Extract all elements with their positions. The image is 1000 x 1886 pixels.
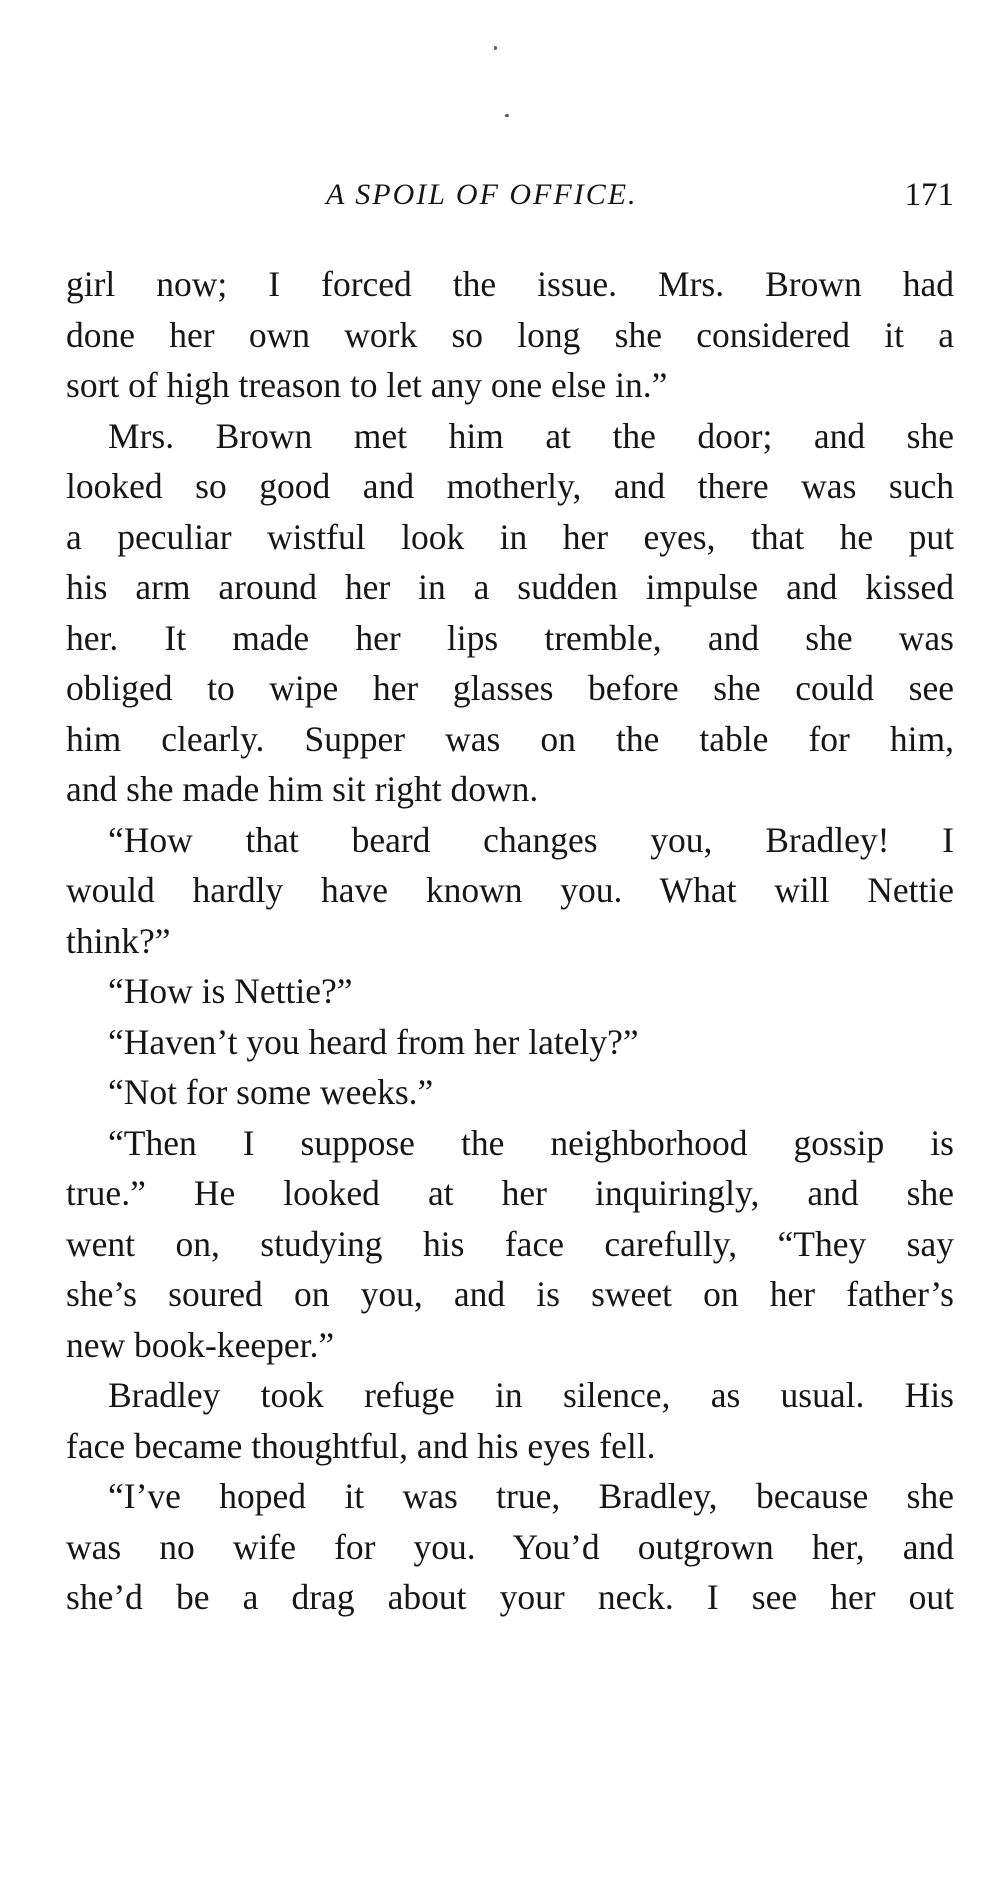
text-line: looked so good and motherly, and there was such [66,466,954,506]
text-line: went on, studying his face carefully, “They say [66,1223,954,1264]
text-line: was no wife for you. You’d outgrown her, and [66,1526,954,1567]
text-line: sort of high treason to let any one else in.” [66,365,668,405]
text-line: would hardly have known you. What will Nettie [66,870,954,910]
text-line: Bradley took refuge in silence, as usual. His [108,1375,954,1415]
ink-speck [494,46,497,50]
text-line: girl now; I forced the issue. Mrs. Brown had [66,264,954,304]
text-line: and she made him sit right down. [66,769,539,809]
text-line: “Not for some weeks.” [108,1072,434,1112]
text-line: new book-keeper.” [66,1324,335,1365]
text-line: a peculiar wistful look in her eyes, that he put [66,516,954,557]
text-line: Mrs. Brown met him at the door; and she [108,415,954,456]
ink-speck [505,114,509,117]
text-line: his arm around her in a sudden impulse and kissed [66,567,954,607]
text-line: “I’ve hoped it was true, Bradley, because she [108,1476,954,1516]
text-line: she’s soured on you, and is sweet on her father’s [66,1274,954,1314]
text-line: think?” [66,920,171,961]
page-header [66,170,954,220]
running-title: A SPOIL OF OFFICE. [326,178,638,211]
text-line: she’d be a drag about your neck. I see her out [66,1577,954,1617]
body-text [66,259,954,1623]
text-line: done her own work so long she considered it a [66,314,954,355]
text-line: face became thoughtful, and his eyes fell. [66,1425,656,1466]
text-line: “How is Nettie?” [108,971,353,1011]
text-line: him clearly. Supper was on the table for him, [66,718,954,759]
page-number: 171 [904,177,954,213]
text-line: “How that beard changes you, Bradley! I [108,819,954,860]
text-line: “Then I suppose the neighborhood gossip is [108,1122,954,1163]
text-line: “Haven’t you heard from her lately?” [108,1021,639,1062]
text-line: true.” He looked at her inquiringly, and she [66,1173,954,1213]
text-line: her. It made her lips tremble, and she was [66,617,954,658]
text-line: obliged to wipe her glasses before she could see [66,668,954,708]
